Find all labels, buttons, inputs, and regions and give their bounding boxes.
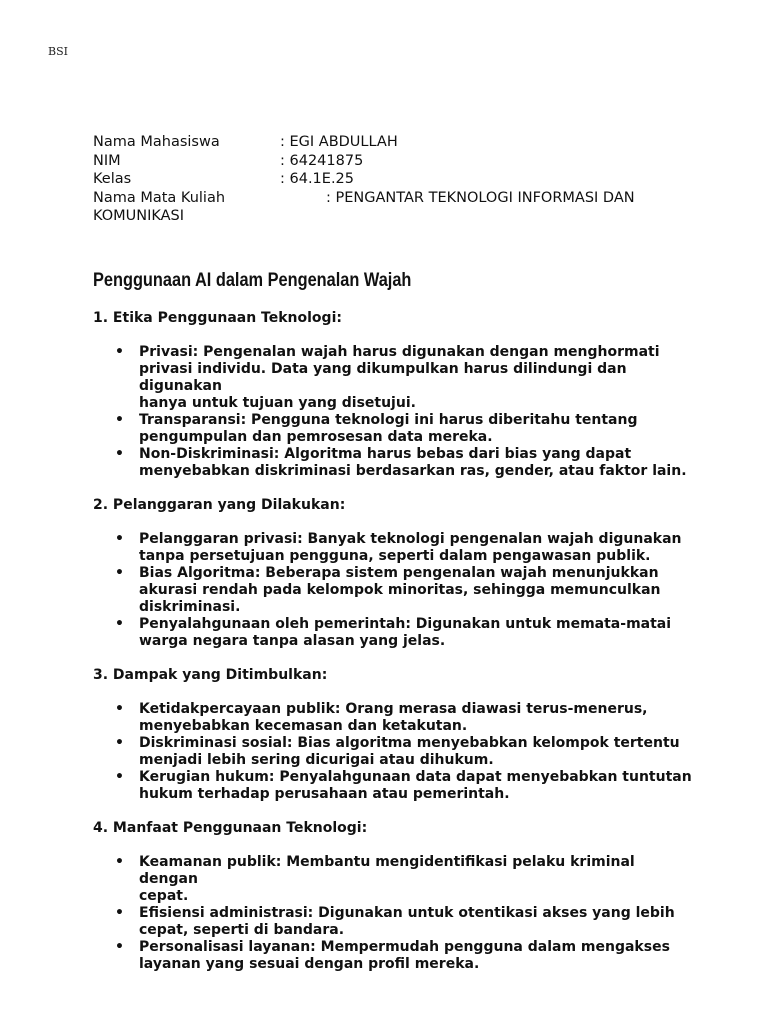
item-line: Privasi: Pengenalan wajah harus digunakan dengan menghormati: [139, 344, 660, 360]
item-line: Efisiensi administrasi: Digunakan untuk otentikasi akses yang lebih: [139, 905, 675, 921]
item-line: menjadi lebih sering dicurigai atau dihukum.: [139, 752, 494, 768]
item-line: diskriminasi.: [139, 599, 241, 615]
item-line: Keamanan publik: Membantu mengidentifikasi pelaku kriminal dengan: [139, 854, 635, 887]
list-item: [93, 531, 693, 565]
list-item: [93, 769, 693, 803]
item-line: hukum terhadap perusahaan atau pemerintah.: [139, 786, 510, 802]
item-line: hanya untuk tujuan yang disetujui.: [139, 395, 416, 411]
bullet-icon: •: [115, 701, 124, 717]
item-line: privasi individu. Data yang dikumpulkan harus dilindungi dan digunakan: [139, 361, 627, 394]
item-line: akurasi rendah pada kelompok minoritas, sehingga memunculkan: [139, 582, 661, 598]
section-dampak: [93, 667, 693, 803]
bullet-icon: •: [115, 769, 124, 785]
list-item: [93, 616, 693, 650]
info-label: NIM: [93, 152, 121, 169]
item-line: pengumpulan dan pemrosesan data mereka.: [139, 429, 493, 445]
info-label: Nama Mahasiswa: [93, 134, 220, 150]
bullet-icon: •: [115, 531, 124, 547]
item-line: Ketidakpercayaan publik: Orang merasa diawasi terus-menerus,: [139, 701, 648, 717]
list-item: [93, 939, 693, 973]
bullet-icon: •: [115, 412, 124, 428]
section-manfaat: [93, 820, 693, 973]
list-item: [93, 412, 693, 446]
section-heading: 4. Manfaat Penggunaan Teknologi:: [93, 820, 368, 836]
list-item: [93, 446, 693, 480]
item-line: cepat, seperti di bandara.: [139, 922, 345, 938]
item-line: Transparansi: Pengguna teknologi ini harus diberitahu tentang: [139, 412, 638, 428]
item-line: tanpa persetujuan pengguna, seperti dalam pengawasan publik.: [139, 548, 651, 564]
item-line: menyebabkan diskriminasi berdasarkan ras, gender, atau faktor lain.: [139, 463, 687, 479]
item-line: Bias Algoritma: Beberapa sistem pengenalan wajah menunjukkan: [139, 565, 659, 581]
list-item: [93, 854, 693, 905]
info-row-nim: [93, 152, 713, 171]
section-pelanggaran: [93, 497, 693, 650]
bullet-icon: •: [115, 939, 124, 955]
bullet-icon: •: [115, 446, 124, 462]
student-info: [93, 133, 713, 226]
info-label: Nama Mata Kuliah: [93, 189, 226, 206]
section-heading: 1. Etika Penggunaan Teknologi:: [93, 310, 342, 326]
item-line: Personalisasi layanan: Mempermudah pengguna dalam mengakses: [139, 939, 670, 955]
bullet-icon: •: [115, 565, 124, 581]
info-course-continuation: KOMUNIKASI: [93, 208, 185, 224]
list-item: [93, 735, 693, 769]
item-line: layanan yang sesuai dengan profil mereka.: [139, 956, 480, 972]
info-label: Kelas: [93, 171, 132, 187]
bullet-list: [93, 344, 693, 480]
list-item: [93, 344, 693, 412]
bullet-icon: •: [115, 344, 124, 360]
info-row-kelas: [93, 170, 713, 189]
document-content: [93, 310, 693, 990]
section-heading: 3. Dampak yang Ditimbulkan:: [93, 667, 328, 683]
item-line: warga negara tanpa alasan yang jelas.: [139, 633, 446, 649]
info-value: : 64241875: [280, 152, 364, 169]
item-line: menyebabkan kecemasan dan ketakutan.: [139, 718, 468, 734]
item-line: cepat.: [139, 888, 189, 904]
bullet-icon: •: [115, 905, 124, 921]
info-value: : PENGANTAR TEKNOLOGI INFORMASI DAN: [326, 189, 635, 206]
item-line: Pelanggaran privasi: Banyak teknologi pengenalan wajah digunakan: [139, 531, 682, 547]
bullet-icon: •: [115, 854, 124, 870]
bullet-list: [93, 701, 693, 803]
info-row-name: [93, 133, 713, 152]
item-line: Kerugian hukum: Penyalahgunaan data dapat menyebabkan tuntutan: [139, 769, 692, 785]
bullet-list: [93, 531, 693, 650]
item-line: Diskriminasi sosial: Bias algoritma menyebabkan kelompok tertentu: [139, 735, 680, 751]
section-etika: [93, 310, 693, 480]
list-item: [93, 905, 693, 939]
bullet-icon: •: [115, 616, 124, 632]
section-heading: 2. Pelanggaran yang Dilakukan:: [93, 497, 346, 513]
item-line: Non-Diskriminasi: Algoritma harus bebas dari bias yang dapat: [139, 446, 632, 462]
info-value: : 64.1E.25: [280, 171, 355, 187]
document-title: Penggunaan AI dalam Pengenalan Wajah: [93, 270, 412, 291]
info-row-course: [93, 189, 713, 208]
bullet-list: [93, 854, 693, 973]
bullet-icon: •: [115, 735, 124, 751]
item-line: Penyalahgunaan oleh pemerintah: Digunakan untuk memata-matai: [139, 616, 672, 632]
header-mark: BSI: [48, 45, 68, 58]
list-item: [93, 565, 693, 616]
info-value: : EGI ABDULLAH: [280, 134, 398, 150]
list-item: [93, 701, 693, 735]
